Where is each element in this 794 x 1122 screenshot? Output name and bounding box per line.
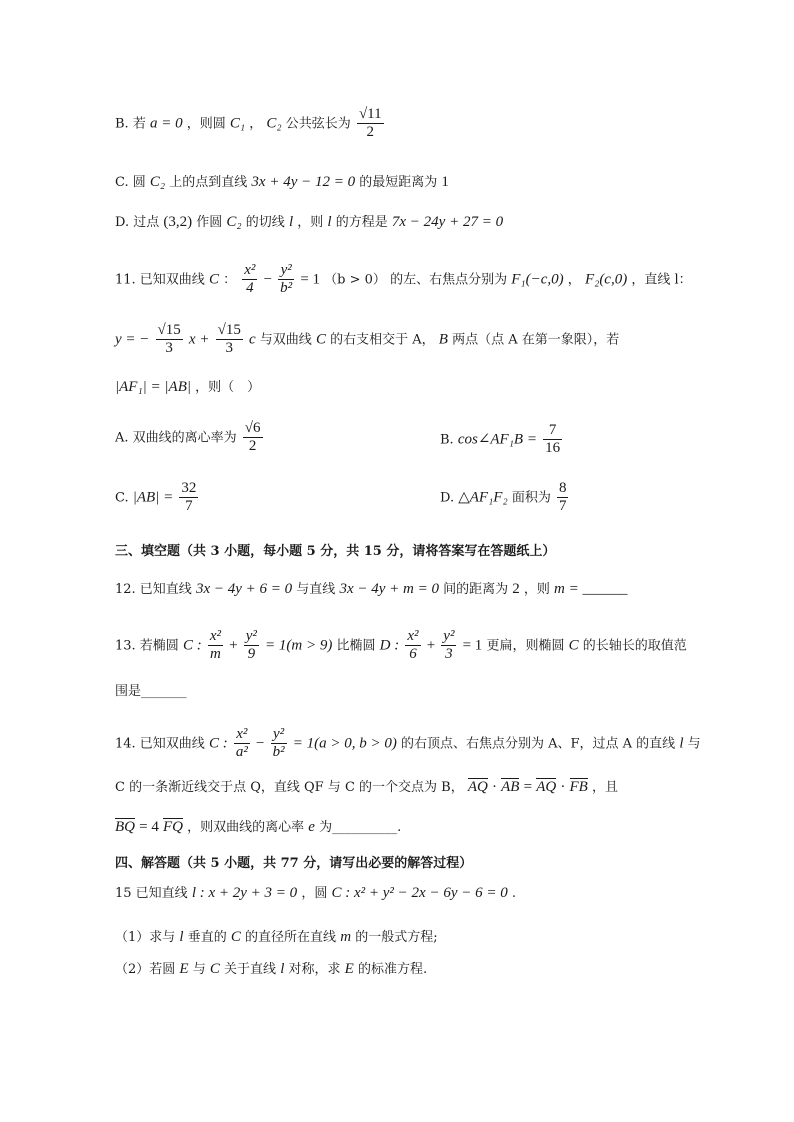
text: 为__________.	[319, 820, 402, 835]
section-4-heading: 四、解答题（共 5 小题，共 77 分，请写出必要的解答过程）	[115, 856, 473, 871]
text: ，则	[523, 582, 550, 597]
question-13-line-2: 围是_______	[115, 684, 187, 699]
text: 的左、右焦点分别为	[390, 272, 508, 288]
numerator: 7	[543, 422, 562, 440]
text: 垂直的	[187, 930, 227, 945]
question-13-line-1: 13. 若椭圆 C : $\frac{\text{x²}}{m}$ + $\frac{\text{y²}}{9}$ = 1(m > 9) 比椭圆 D : $\frac{\text{x²}}{6}$ + $\frac{\text{y²}}{3}$ = 1 更扁，则椭圆 C 的长轴长的取值范	[115, 628, 687, 663]
hyperbola-c: C :	[208, 735, 228, 752]
question-number: 13. 若椭圆	[115, 638, 179, 654]
question-11-line-2	[115, 322, 619, 358]
condition: （b > 0）	[324, 272, 386, 288]
cos-fraction	[543, 422, 562, 458]
numerator: x²	[234, 726, 250, 744]
numerator: y²	[278, 262, 294, 280]
text: ，则	[297, 215, 324, 230]
denominator: a²	[235, 744, 248, 761]
option-c-label: C.	[115, 490, 129, 506]
line-l: l	[179, 929, 184, 945]
text: 的右支相交于 A，	[330, 332, 435, 348]
vector-ab: AB	[501, 779, 520, 795]
text: （1）求与	[115, 930, 176, 945]
abs-equation: |AF₁| = |AB|	[115, 379, 191, 395]
text: 间的距离为	[443, 582, 509, 597]
line-l-equation: l : x + 2y + 3 = 0	[191, 885, 298, 901]
question-11-line-3	[115, 376, 260, 396]
line-l: l	[288, 214, 294, 230]
denominator: 16	[545, 440, 561, 457]
text: ，则圆	[186, 116, 226, 132]
text: 两点（点 A 在第一象限），若	[452, 332, 620, 348]
text: ，圆	[301, 886, 328, 901]
section-3-heading: 三、填空题（共 3 小题，每小题 5 分，共 15 分，请将答案写在答题纸上）	[115, 544, 556, 559]
question-11-option-a	[115, 420, 265, 456]
numerator: y²	[271, 726, 287, 744]
text: 与双曲线	[259, 332, 312, 348]
focus-f2: F₂(c,0)	[584, 271, 628, 288]
text: 的切线	[245, 215, 285, 230]
eccentricity-e: e	[308, 819, 315, 835]
ab-fraction	[179, 480, 198, 516]
denominator: 9	[247, 646, 256, 663]
dot: ·	[560, 779, 566, 795]
tangent-equation: 7x − 24y + 27 = 0	[391, 214, 504, 230]
text: 的直径所在直线	[245, 930, 337, 945]
text: 与	[687, 736, 701, 752]
line-equation: 3x + 4y − 12 = 0	[251, 174, 356, 190]
question-number: 12. 已知直线	[115, 582, 192, 597]
question-14-line-3	[115, 816, 401, 836]
line-l: l	[280, 961, 285, 977]
vector-fb: FB	[569, 779, 588, 795]
distance: 2	[512, 581, 520, 597]
text: ：	[223, 272, 237, 288]
focus-f1: F₁(−c,0)	[511, 271, 564, 288]
circle-c2: C₂	[226, 214, 242, 230]
text: 作圆	[196, 215, 223, 230]
text: = 4	[139, 819, 159, 835]
text: 与	[192, 962, 206, 977]
vector-aq: AQ	[536, 779, 557, 795]
denominator: 3	[445, 646, 453, 663]
question-15-part-1	[115, 926, 438, 946]
circle-e: E	[179, 961, 189, 977]
numerator: x²	[242, 262, 257, 280]
variable-c: c	[248, 331, 256, 348]
hyperbola-c: C	[315, 331, 326, 348]
question-14-line-2	[115, 776, 618, 796]
fraction-y2-over-3	[441, 628, 456, 664]
fraction-x2-over-4	[242, 262, 257, 298]
fraction-y2-over-b2	[271, 726, 287, 762]
line-l: l	[327, 214, 332, 230]
option-a-label: A. 双曲线的离心率为	[115, 430, 237, 446]
question-15-part-2	[115, 958, 427, 978]
numerator: √15	[156, 322, 183, 340]
circle-e: E	[344, 961, 354, 977]
numerator: √6	[243, 420, 263, 438]
numerator: y²	[244, 628, 259, 646]
text: 比椭圆	[336, 638, 376, 654]
fraction-x2-over-6	[405, 628, 420, 664]
denominator: 3	[165, 340, 173, 357]
text: 更扁，则椭圆	[486, 638, 565, 654]
denominator: 2	[248, 438, 257, 455]
circle-c2: C₂	[149, 174, 166, 190]
denominator: 6	[409, 646, 417, 663]
fraction-sqrt15-over-3-b	[216, 322, 243, 358]
question-15	[115, 882, 516, 902]
text: C 的一条渐近线交于点 Q，直线 QF 与 C 的一个交点为 B，	[115, 780, 464, 795]
question-11-option-d	[440, 480, 570, 516]
numerator: x²	[208, 628, 223, 646]
option-d-label: D.	[440, 490, 455, 506]
question-14-line-1: 14. 已知双曲线 C : $\frac{\text{x²}}{\text{a²}}$ − $\frac{\text{y²}}{\text{b²}}$ = 1(a > 0, b > 0) 的右顶点、右焦点分别为 A、F，过点 A 的直线 l 与	[115, 726, 701, 761]
dot: ·	[492, 779, 497, 795]
fraction-x2-over-m	[208, 628, 223, 664]
text: ，	[249, 116, 263, 132]
line-1: 3x − 4y + 6 = 0	[195, 581, 293, 597]
cos-expression: cos∠AF₁B =	[457, 431, 537, 448]
equation-rhs: = 1(a > 0, b > 0)	[292, 735, 397, 752]
text: 的最短距离为	[359, 175, 438, 190]
text: （2）若圆	[115, 962, 176, 977]
circle-equation: C : x² + y² − 2x − 6y − 6 = 0	[331, 885, 508, 901]
option-d-label: D. 过点	[115, 215, 160, 230]
numerator: 32	[179, 480, 198, 498]
text: 的一般式方程;	[355, 930, 438, 945]
line-equation-start: y = −	[115, 331, 150, 348]
equals: =	[523, 779, 533, 795]
eccentricity-fraction	[243, 420, 263, 456]
option-c-line	[115, 171, 449, 191]
text: .	[511, 886, 517, 901]
numerator: 8	[557, 480, 569, 498]
question-number: 15 已知直线	[115, 886, 188, 901]
vector-aq: AQ	[467, 779, 488, 795]
chord-length-fraction	[357, 106, 384, 142]
point: (3,2)	[163, 214, 193, 230]
text: 关于直线	[224, 962, 277, 977]
line-2: 3x − 4y + m = 0	[339, 581, 439, 597]
text: 与直线	[296, 582, 336, 597]
text: ，且	[591, 780, 618, 795]
option-c-label: C. 圆	[115, 175, 146, 190]
line-m: m	[340, 929, 352, 945]
circle-c: C	[209, 961, 220, 977]
ellipse-c: C	[568, 637, 579, 654]
text: 的标准方程.	[357, 962, 428, 977]
text: 面积为	[511, 490, 551, 506]
question-number: 14. 已知双曲线	[115, 736, 205, 752]
numerator: y²	[441, 628, 456, 646]
option-b-label: B. 若	[115, 116, 146, 132]
text: ，则（ ）	[195, 380, 261, 395]
text: 的右顶点、右焦点分别为 A、F，过点 A 的直线	[400, 736, 676, 752]
denominator: 7	[185, 498, 193, 515]
circle-c: C	[230, 929, 241, 945]
question-12	[115, 578, 628, 598]
text: 的长轴长的取值范	[582, 638, 687, 654]
text: 上的点到直线	[169, 175, 248, 190]
ab-expression: |AB| =	[132, 489, 174, 506]
question-11-option-b	[440, 422, 564, 458]
denominator: 4	[246, 280, 254, 297]
fraction-y2-over-b2	[278, 262, 294, 298]
minus: −	[263, 271, 273, 288]
fraction-y2-over-9	[244, 628, 259, 664]
text: x +	[188, 331, 210, 348]
question-number: 11. 已知双曲线	[115, 272, 205, 288]
question-11-option-c	[115, 480, 200, 516]
ellipse-c: C :	[182, 637, 202, 654]
option-b-label: B.	[440, 432, 454, 448]
answer-blank: m = ______	[554, 581, 628, 597]
distance-value: 1	[441, 174, 449, 190]
numerator: √11	[357, 106, 384, 124]
text: ，直线 l：	[631, 272, 692, 288]
option-d-line	[115, 211, 503, 231]
circle-c2: C₂	[266, 115, 282, 132]
text: ，	[567, 272, 581, 288]
numerator: x²	[405, 628, 420, 646]
equation-rhs: = 1	[462, 637, 483, 654]
vector-fq: FQ	[163, 819, 183, 835]
denominator: b²	[272, 744, 285, 761]
text: 对称，求	[288, 962, 341, 977]
vector-bq: BQ	[115, 819, 135, 835]
equals-one: = 1	[300, 271, 321, 288]
numerator: √15	[216, 322, 243, 340]
equation-rhs: = 1(m > 9)	[265, 637, 333, 654]
denominator: b²	[280, 280, 293, 297]
triangle-expression: △AF₁F₂	[458, 489, 508, 506]
text: ，则双曲线的离心率	[187, 820, 305, 835]
ellipse-d: D :	[379, 637, 400, 654]
line-l: l	[679, 735, 684, 752]
option-b-line	[115, 106, 386, 142]
circle-c1: C₁	[229, 115, 246, 132]
point-b: B	[438, 331, 448, 348]
hyperbola-c: C	[208, 271, 219, 288]
denominator: 2	[366, 124, 375, 141]
denominator: 7	[558, 498, 567, 515]
area-fraction	[557, 480, 569, 516]
denominator: 3	[225, 340, 233, 357]
fraction-x2-over-a2	[234, 726, 250, 762]
condition-a-zero: a = 0	[149, 115, 183, 132]
question-11-line-1	[115, 262, 692, 298]
text: 的方程是	[335, 215, 388, 230]
text: 公共弦长为	[285, 116, 351, 132]
fraction-sqrt15-over-3	[156, 322, 183, 358]
denominator: m	[210, 646, 221, 663]
